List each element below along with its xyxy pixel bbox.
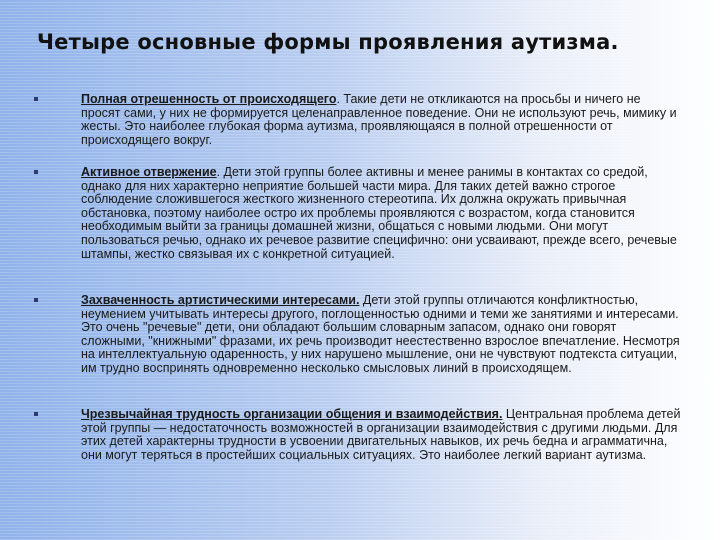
list-item-text — [81, 166, 681, 261]
list-item-text — [81, 408, 681, 462]
square-bullet-icon — [34, 298, 38, 302]
square-bullet-icon — [34, 97, 38, 101]
list-item-heading: Захваченность артистическими интересами. — [81, 293, 360, 307]
square-bullet-icon — [34, 412, 38, 416]
list-item-body: Дети этой группы отличаются конфликтностью, неумением учитывать интересы другого, поглощенностью одними и теми же занятиями и интересами. Это очень "речевые" дети, они обладают большим словарным запасом, однако они говорят сложными, "книжными" фразами, их речь производит неестественно взрослое впечатление. Несмотря на интеллектуальную одаренность, у них нарушено мышление, они не чувствуют подтекста ситуации, им трудно воспринять одновременно несколько смысловых линий в происходящем. — [81, 293, 680, 375]
list-item-body: . Такие дети не откликаются на просьбы и ничего не просят сами, у них не формируется целенаправленное поведение. Они не используют речь, мимику и жесты. Это наиболее глубокая форма аутизма, проявляющаяся в полной отрешенности от происходящего вокруг. — [81, 92, 677, 147]
list-item-body: . Дети этой группы более активны и менее ранимы в контактах со средой, однако для них характерно неприятие большей части мира. Для таких детей важно строгое соблюдение сложившегося жесткого жизненного стереотипа. Их должна окружать привычная обстановка, поэтому наиболее остро их проблемы проявляются с возрастом, когда становится необходимым выйти за границы домашней жизни, общаться с новыми людьми. Они могут пользоваться речью, однако их речевое развитие специфично: они усваивают, прежде всего, речевые штампы, жестко связывая их с конкретной ситуацией. — [81, 165, 677, 261]
list-item-heading: Чрезвычайная трудность организации общения и взаимодействия. — [81, 407, 503, 421]
list-item-heading: Полная отрешенность от происходящего — [81, 92, 337, 106]
slide-title: Четыре основные формы проявления аутизма. — [37, 30, 619, 54]
list-item-body: Центральная проблема детей этой группы — недостаточность возможностей в организации взаимодействия с другими людьми. Для этих детей характерны трудности в усвоении двигательных навыков, их речь бедна и аграмматична, они могут теряться в простейших социальных ситуациях. Это наиболее легкий вариант аутизма. — [81, 407, 681, 462]
list-item-heading: Активное отвержение — [81, 165, 217, 179]
list-item-text — [81, 294, 681, 376]
list-item-text — [81, 93, 681, 147]
square-bullet-icon — [34, 170, 38, 174]
